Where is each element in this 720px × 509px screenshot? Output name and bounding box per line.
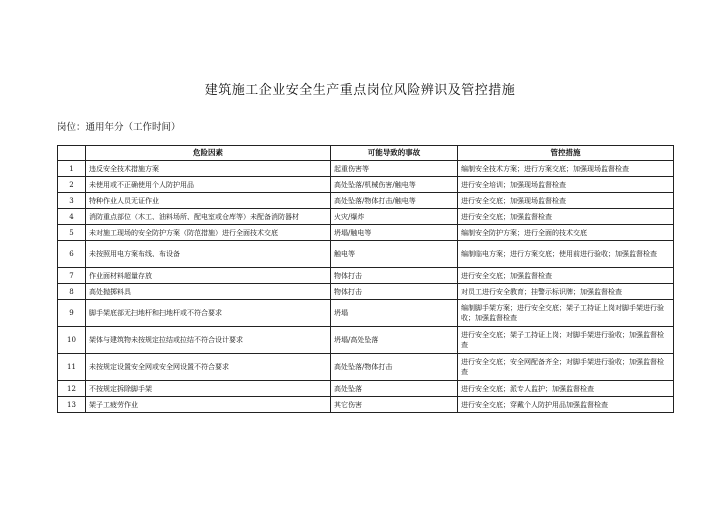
control-cell: 进行安全培训；加强现场监督检查 bbox=[458, 177, 674, 193]
table-row bbox=[58, 381, 674, 397]
row-number: 12 bbox=[58, 381, 86, 397]
control-cell: 进行安全交底；加强监督检查 bbox=[458, 209, 674, 225]
row-number: 9 bbox=[58, 300, 86, 327]
control-cell: 编制脚手架方案；进行安全交底；架子工持证上岗对脚手架进行验收；加强监督检查 bbox=[458, 300, 674, 327]
header-no bbox=[58, 146, 86, 161]
hazard-cell: 未按规定设置安全网或安全网设置不符合要求 bbox=[86, 354, 331, 381]
hazard-cell: 特种作业人员无证作业 bbox=[86, 193, 331, 209]
hazard-cell: 未使用或不正确使用个人防护用品 bbox=[86, 177, 331, 193]
hazard-cell: 高处抛掷料具 bbox=[86, 284, 331, 300]
header-control: 管控措施 bbox=[458, 146, 674, 161]
control-cell: 进行安全交底；安全网配备齐全；对脚手架进行验收；加强监督检查 bbox=[458, 354, 674, 381]
row-number: 7 bbox=[58, 268, 86, 284]
hazard-cell: 架体与建筑物未按规定拉结或拉结不符合设计要求 bbox=[86, 327, 331, 354]
accident-cell: 起重伤害等 bbox=[331, 161, 458, 177]
row-number: 6 bbox=[58, 241, 86, 268]
hazard-cell: 不按规定拆除脚手架 bbox=[86, 381, 331, 397]
hazard-cell: 违反安全技术措施方案 bbox=[86, 161, 331, 177]
hazard-cell: 消防重点部位（木工、油料场所、配电室或仓库等）未配备消防器材 bbox=[86, 209, 331, 225]
table-header-row bbox=[58, 146, 674, 161]
table-row bbox=[58, 209, 674, 225]
hazard-cell: 作业面材料超量存放 bbox=[86, 268, 331, 284]
table-row bbox=[58, 241, 674, 268]
accident-cell: 触电等 bbox=[331, 241, 458, 268]
control-cell: 进行安全交底；加强监督检查 bbox=[458, 268, 674, 284]
control-cell: 编制安全技术方案；进行方案交底；加强现场监督检查 bbox=[458, 161, 674, 177]
row-number: 11 bbox=[58, 354, 86, 381]
row-number: 2 bbox=[58, 177, 86, 193]
table-row bbox=[58, 284, 674, 300]
accident-cell: 高处坠落/物体打击 bbox=[331, 354, 458, 381]
accident-cell: 火灾/爆炸 bbox=[331, 209, 458, 225]
header-accident: 可能导致的事故 bbox=[331, 146, 458, 161]
accident-cell: 高处坠落/物体打击/触电等 bbox=[331, 193, 458, 209]
accident-cell: 物体打击 bbox=[331, 268, 458, 284]
hazard-cell: 未对施工现场的安全防护方案（防范措施）进行全面技术交底 bbox=[86, 225, 331, 241]
accident-cell: 高处坠落 bbox=[331, 381, 458, 397]
accident-cell: 物体打击 bbox=[331, 284, 458, 300]
header-hazard: 危险因素 bbox=[86, 146, 331, 161]
hazard-cell: 未按照用电方案布线、布设备 bbox=[86, 241, 331, 268]
control-cell: 进行安全交底；架子工持证上岗；对脚手架进行验收；加强监督检查 bbox=[458, 327, 674, 354]
row-number: 8 bbox=[58, 284, 86, 300]
row-number: 4 bbox=[58, 209, 86, 225]
table-row bbox=[58, 193, 674, 209]
control-cell: 进行安全交底；派专人监护；加强监督检查 bbox=[458, 381, 674, 397]
table-row bbox=[58, 327, 674, 354]
accident-cell: 坍塌/触电等 bbox=[331, 225, 458, 241]
accident-cell: 坍塌/高处坠落 bbox=[331, 327, 458, 354]
post-line: 岗位：通用年分（工作时间） bbox=[57, 122, 181, 133]
accident-cell: 坍塌 bbox=[331, 300, 458, 327]
control-cell: 进行安全交底；加强现场监督检查 bbox=[458, 193, 674, 209]
row-number: 3 bbox=[58, 193, 86, 209]
table-row bbox=[58, 354, 674, 381]
page-title: 建筑施工企业安全生产重点岗位风险辨识及管控措施 bbox=[204, 83, 516, 98]
table-body bbox=[58, 161, 674, 413]
control-cell: 编制安全防护方案；进行全面的技术交底 bbox=[458, 225, 674, 241]
table-row bbox=[58, 161, 674, 177]
table-row bbox=[58, 225, 674, 241]
control-cell: 对员工进行安全教育；挂警示标识牌；加强监督检查 bbox=[458, 284, 674, 300]
control-cell: 编制临电方案；进行方案交底；使用前进行验收；加强监督检查 bbox=[458, 241, 674, 268]
risk-table bbox=[57, 145, 674, 413]
row-number: 13 bbox=[58, 397, 86, 413]
accident-cell: 高处坠落/机械伤害/触电等 bbox=[331, 177, 458, 193]
table-row bbox=[58, 177, 674, 193]
control-cell: 进行安全交底；穿戴个人防护用品加强监督检查 bbox=[458, 397, 674, 413]
hazard-cell: 架子工疲劳作业 bbox=[86, 397, 331, 413]
accident-cell: 其它伤害 bbox=[331, 397, 458, 413]
hazard-cell: 脚手架底部无扫地杆和扫地杆或不符合要求 bbox=[86, 300, 331, 327]
table-row bbox=[58, 300, 674, 327]
table-row bbox=[58, 268, 674, 284]
row-number: 10 bbox=[58, 327, 86, 354]
table-row bbox=[58, 397, 674, 413]
row-number: 1 bbox=[58, 161, 86, 177]
row-number: 5 bbox=[58, 225, 86, 241]
